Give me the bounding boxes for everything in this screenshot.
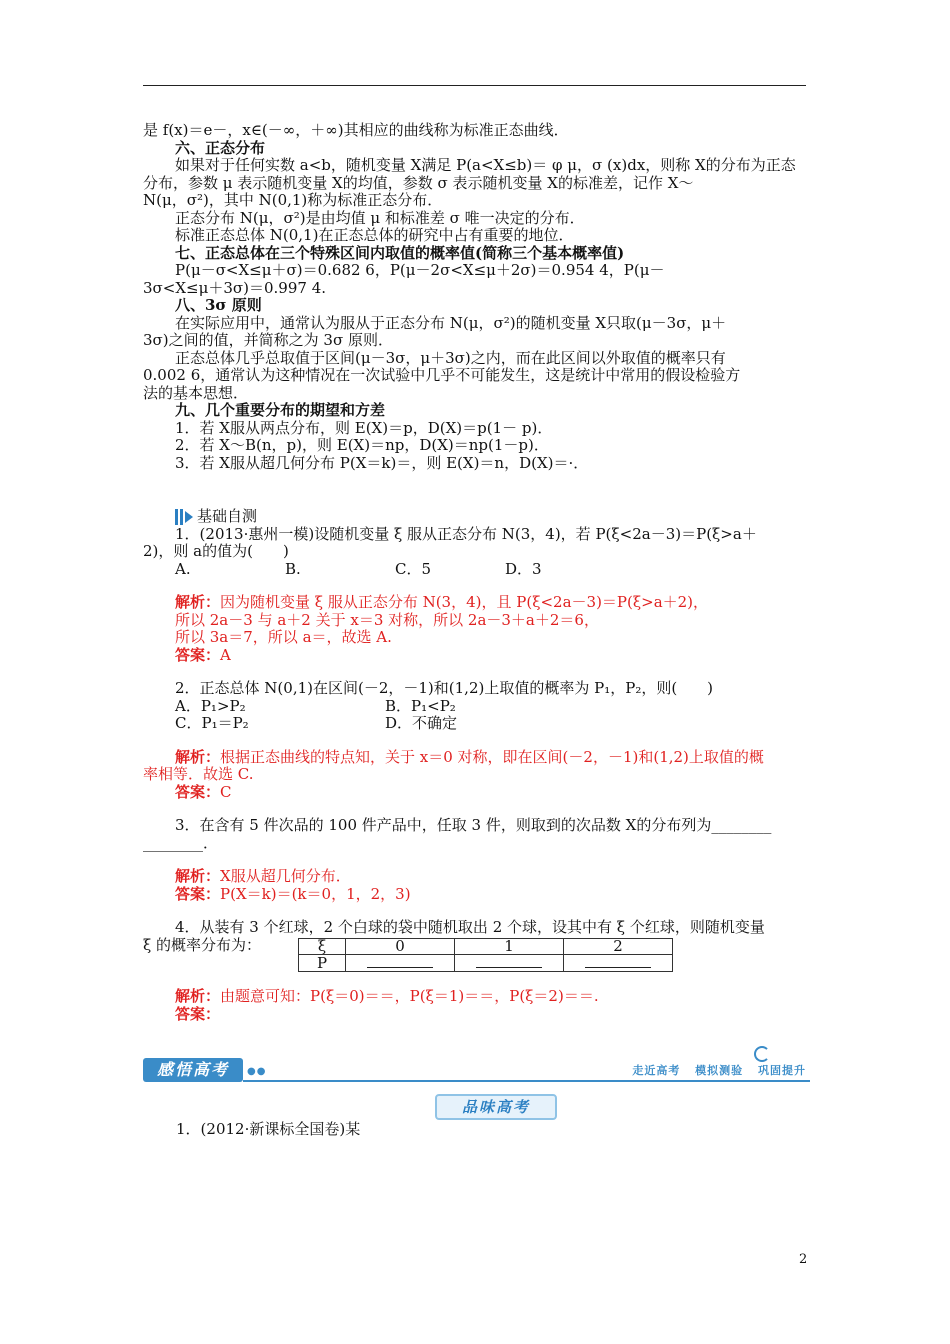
table-cell [455,955,564,972]
text-line: 是 f(x)＝e－，x∈(－∞，＋∞)其相应的曲线称为标准正态曲线． [143,121,569,139]
solution-line [143,988,808,1006]
answer-value: A [220,645,231,664]
choice-b: B. [285,559,301,578]
banner-title: 感悟高考 [143,1058,243,1082]
text-line: 标准正态总体 N(0,1)在正态总体的研究中占有重要的地位． [175,226,574,244]
solution-line: 率相等．故选 C. [143,765,254,783]
question-1-text: 1．(2013·惠州一模)设随机变量 ξ 服从正态分布 N(3，4)，若 P(ξ<2a－3)＝P(ξ>a＋ [175,524,757,543]
text-line: 在实际应用中，通常认为服从于正态分布 N(μ，σ²)的随机变量 X只取(μ－3σ，μ＋ [175,313,727,332]
table-cell: P [299,955,346,972]
solution-label: 解析： [175,867,221,885]
choice-d: D．3 [505,559,542,578]
solution-label: 解析： [175,987,221,1005]
choice-a: A．P₁>P₂ [175,696,246,715]
choice-c: C．5 [395,559,432,578]
question-4-text: ξ 的概率分布为： [143,935,262,954]
self-check-title: 基础自测 [197,507,258,525]
text-line: 3σ)之间的值，并简称之为 3σ 原则． [143,331,393,349]
text-line: 3．若 X服从超几何分布 P(X＝k)＝，则 E(X)＝n，D(X)＝·． [175,453,589,472]
banner-subtitle: 走近高考 模拟测验 巩固提升 [632,1064,806,1077]
page-number: 2 [799,1252,808,1267]
text-line: 3σ<X≤μ＋3σ)＝0.997 4. [143,278,327,297]
answer-blank [367,955,433,968]
sub-banner: 品味高考 [435,1094,557,1120]
table-cell: ξ [299,939,346,955]
answer-label: 答案： [175,1004,221,1023]
text-line: 正态总体几乎总取值于区间(μ－3σ，μ＋3σ)之内，而在此区间以外取值的概率只有 [175,348,726,367]
section-heading: 八、3σ 原则 [175,296,262,314]
question-4-text: 4．从装有 3 个红球，2 个白球的袋中随机取出 2 个球，设其中有 ξ 个红球，则随机变量 [175,918,765,936]
solution-line [143,749,808,767]
header-rule [143,85,806,86]
table-row [299,939,673,955]
choice-a: A. [175,559,191,578]
answer-line [143,886,808,904]
self-check-header [143,508,808,526]
text-line: 如果对于任何实数 a<b，随机变量 X满足 P(a<X≤b)＝ φ μ，σ (x)dx，则称 X的分布为正态 [175,156,796,174]
solution-line: 所以 3a＝7，所以 a＝，故选 A. [175,628,392,646]
answer-line [143,647,808,665]
solution-text: 因为随机变量 ξ 服从正态分布 N(3，4)，且 P(ξ<2a－3)＝P(ξ>a＋2)， [220,593,709,611]
answer-value: C [220,782,232,801]
section-heading: 九、几个重要分布的期望和方差 [175,401,386,419]
choice-d: D．不确定 [385,714,458,732]
solution-line [143,594,808,612]
choice-b: B．P₁<P₂ [385,696,456,715]
text-line: 1．若 X服从两点分布，则 E(X)＝p，D(X)＝p(1－ p)． [175,418,553,437]
table-cell [346,955,455,972]
table-cell: 1 [455,939,564,955]
solution-line [143,868,808,886]
distribution-table [298,938,673,972]
solution-text: X服从超几何分布． [220,867,351,885]
question-1-choices [143,561,808,579]
question-2-text: 2．正态总体 N(0,1)在区间(－2，－1)和(1,2)上取值的概率为 P₁，P₂，则( ) [175,679,714,697]
text-line: 0.002 6，通常认为这种情况在一次试验中几乎不可能发生，这是统计中常用的假设检验方 [143,366,741,384]
dots-icon: ●● [247,1066,267,1077]
solution-text: 根据正态曲线的特点知，关于 x＝0 对称，即在区间(－2，－1)和(1,2)上取值的概 [220,747,764,766]
question-1-text: 2)，则 a的值为( ) [143,542,289,560]
answer-line [143,784,808,802]
text-line: 分布，参数 μ 表示随机变量 X的均值，参数 σ 表示随机变量 X的标准差，记作 X～ [143,173,694,192]
text-line: 1．(2012·新课标全国卷)某 [176,1120,361,1138]
question-3-text: ________． [143,833,219,852]
solution-line: 所以 2a－3 与 a＋2 关于 x＝3 对称，所以 2a－3＋a＋2＝6， [175,610,599,629]
solution-text: 由题意可知：P(ξ＝0)＝＝，P(ξ＝1)＝＝，P(ξ＝2)＝＝. [220,987,599,1005]
table-row [299,955,673,972]
text-line: 正态分布 N(μ，σ²)是由均值 μ 和标准差 σ 唯一决定的分布． [175,208,585,227]
table-cell [564,955,673,972]
solution-label: 解析： [175,747,221,766]
question-2-choices [143,698,808,716]
text-line: P(μ－σ<X≤μ＋σ)＝0.682 6，P(μ－2σ<X≤μ＋2σ)＝0.954 4，P(μ－ [175,261,665,279]
answer-blank [476,955,542,968]
text-line: 2．若 X～B(n，p)，则 E(X)＝np，D(X)＝np(1－p)． [175,436,549,454]
answer-value: P(X＝k)＝(k＝0，1，2，3) [220,884,411,903]
answer-label: 答案： [175,645,221,664]
section-bar-icon [175,509,193,525]
swirl-icon [754,1046,770,1062]
page-content [143,122,808,1023]
question-3-text: 3．在含有 5 件次品的 100 件产品中，任取 3 件，则取到的次品数 X的分布列为________ [175,816,772,834]
choice-c: C．P₁＝P₂ [175,714,249,732]
text-line: N(μ，σ²)，其中 N(0,1)称为标准正态分布． [143,191,443,209]
question-2-choices [143,715,808,733]
section-heading: 七、正态总体在三个特殊区间内取值的概率值(简称三个基本概率值) [175,243,625,262]
banner-rule [243,1080,810,1082]
answer-label: 答案： [175,782,221,801]
answer-blank [585,955,651,968]
text-line: 法的基本思想． [143,383,249,402]
section-heading: 六、正态分布 [175,138,266,157]
table-cell: 2 [564,939,673,955]
section-banner [143,1058,810,1082]
table-cell: 0 [346,939,455,955]
answer-label: 答案： [175,884,221,903]
solution-label: 解析： [175,593,221,611]
